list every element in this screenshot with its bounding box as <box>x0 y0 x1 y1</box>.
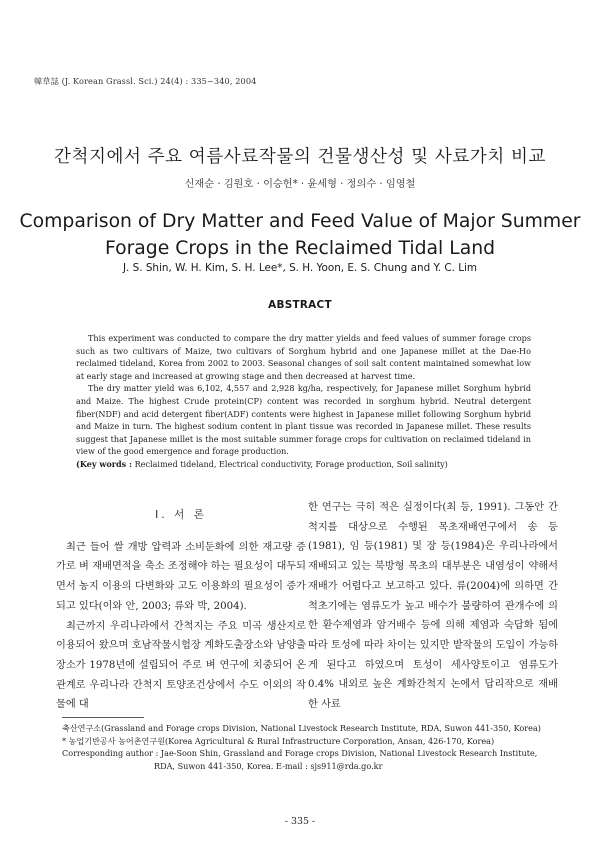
body-paragraph: 최근까지 우리나라에서 간척지는 주요 미곡 생산지로 이용되어 왔으며 호남작물시험장 계화도출장소와 남양출장소가 1978년에 설립되어 주로 벼 연구에 치중되어 온 관계로 우리나라 간척지 토양조건상에서 수도 이외의 작물에 대 <box>56 620 306 711</box>
page-number: - 335 - <box>284 816 316 827</box>
body-paragraph: 최근 들어 쌀 개방 압력과 소비둔화에 의한 재고량 증가로 벼 재배면적을 축소 조정해야 하는 필요성이 대두되면서 농지 이용의 다변화와 고도 이용화의 필요성이 증가되고 있다(이와 안, 2003; 류와 박, 2004). <box>56 541 306 612</box>
abstract-body <box>76 332 531 471</box>
footnote-corresponding-address: RDA, Suwon 441-350, Korea. E-mail : sjs911@rda.go.kr <box>154 760 383 771</box>
abstract-paragraph-1: This experiment was conducted to compare the dry matter yields and feed values of summer forage crops such as two cultivars of Maize, two cultivars of Sorghum hybrid and one Japanese millet at the Dae-Ho reclaimed tideland, Korea from 2002 to 2003. Seasonal changes of soil salt content maintained somewhat low at early stage and increased at growing stage and then decreased at harvest time. <box>76 333 531 381</box>
footnote-affiliation-2: * 농업기반공사 농어촌연구원(Korea Agricultural & Rural Infrastructure Corporation, Ansan, 426-170, Korea) <box>62 735 495 746</box>
body-column-left <box>56 498 306 715</box>
abstract-heading: ABSTRACT <box>268 299 332 311</box>
title-english-line-1: Comparison of Dry Matter and Feed Value of Major Summer <box>19 211 581 232</box>
journal-citation: 韓草誌 (J. Korean Grassl. Sci.) 24(4) : 335~340, 2004 <box>34 76 257 86</box>
title-english-line-2: Forage Crops in the Reclaimed Tidal Land <box>104 238 496 259</box>
title-korean: 간척지에서 주요 여름사료작물의 건물생산성 및 사료가치 비교 <box>53 147 547 167</box>
body-column-right <box>308 498 558 715</box>
footnote-divider <box>62 717 144 718</box>
keywords-list: Reclaimed tideland, Electrical conductivity, Forage production, Soil salinity) <box>132 458 448 469</box>
keywords-label: (Key words : <box>76 458 133 469</box>
footnote-affiliation-1: 축산연구소(Grassland and Forage crops Division, National Livestock Research Institute, RDA, Suwon 441-350, Korea) <box>62 723 541 733</box>
keywords <box>76 458 531 471</box>
footnotes <box>62 722 542 772</box>
abstract-paragraph-2: The dry matter yield was 6,102, 4,557 and 2,928 kg/ha, respectively, for Japanese millet Sorghum hybrid and Maize. The highest Crude protein(CP) content was recorded in sorghum hybrid. Neutral detergent fiber(NDF) and acid detergent fiber(ADF) contents were highest in Japanese millet following Sorghum hybrid and Maize in turn. The highest sodium content in plant tissue was recorded in Japanese millet. These results suggest that Japanese millet is the most suitable summer forage crops for cultivation on reclaimed tideland in view of the good emergence and forage production. <box>76 383 531 457</box>
title-english <box>0 208 600 262</box>
authors-korean: 신재순 · 김원호 · 이승헌* · 윤세형 · 정의수 · 임영철 <box>184 179 416 190</box>
authors-english: J. S. Shin, W. H. Kim, S. H. Lee*, S. H. Yoon, E. S. Chung and Y. C. Lim <box>122 262 478 274</box>
footnote-corresponding-author: Corresponding author : Jae-Soon Shin, Grassland and Forage crops Division, National Livestock Research Institute, <box>62 748 538 758</box>
body-paragraph: 한 연구는 극히 적은 실정이다(최 등, 1991). 그동안 간척지를 대상으로 수행된 목초재배연구에서 송 등(1981), 임 등(1981) 및 장 등(1984)은 우리나라에서 재배되고 있는 북방형 목초의 대부분은 내염성이 약해서 재배가 어렵다고 보고하고 있다. 류(2004)에 의하면 간척초기에는 염류도가 높고 배수가 불량하여 관개수에 의한 환수제염과 암거배수 등에 의해 제염과 숙답화 됨에 따라 토성에 따라 차이는 있지만 밭작물의 도입이 가능하게 된다고 하였으며 토성이 세사양토이고 염류도가 0.4% 내외로 높은 계화간척지 논에서 답리작으로 재배한 사료 <box>308 502 558 711</box>
section-heading-introduction: Ⅰ. 서 론 <box>155 509 207 521</box>
